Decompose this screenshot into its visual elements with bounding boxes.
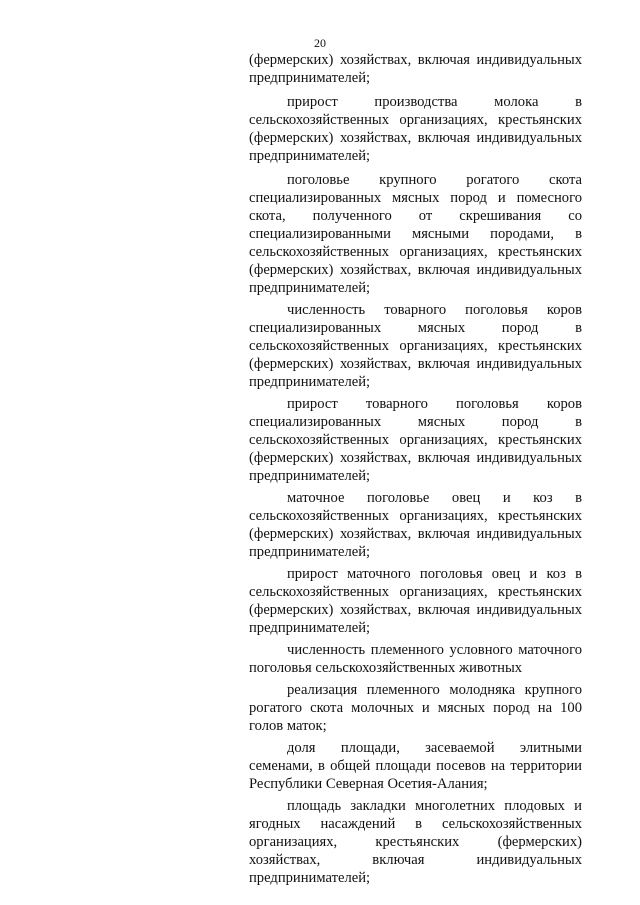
paragraph-beef-cows-count: численность товарного поголовья коров специализированных мясных пород в сельскохозяйственных организациях, крестьянских (фермерских) хозяйствах, включая индивидуальных предпринимателей; [249, 302, 582, 390]
paragraph-elite-seeds-share: доля площади, засеваемой элитными семенами, в общей площади посевов на территории Республики Северная Осетия-Алания; [249, 740, 582, 792]
paragraph-milk-production-growth: прирост производства молока в сельскохозяйственных организациях, крестьянских (фермерских) хозяйствах, включая индивидуальных предпринимателей; [249, 94, 582, 164]
paragraph-continuation: (фермерских) хозяйствах, включая индивидуальных предпринимателей; [249, 52, 582, 86]
paragraph-sheep-goats-stock: маточное поголовье овец и коз в сельскохозяйственных организациях, крестьянских (фермерских) хозяйствах, включая индивидуальных предпринимателей; [249, 490, 582, 560]
paragraph-beef-cattle-stock: поголовье крупного рогатого скота специализированных мясных пород и помесного скота, полученного от скрешивания со специализированными мясными породами, в сельскохозяйственных организациях, крестьянских (фермерских) хозяйствах, включая индивидуальных предпринимателей; [249, 172, 582, 296]
paragraph-orchards-planting: площадь закладки многолетних плодовых и ягодных насаждений в сельскохозяйственных организациях, крестьянских (фермерских) хозяйствах, включая индивидуальных предпринимателей; [249, 798, 582, 886]
paragraph-beef-cows-growth: прирост товарного поголовья коров специализированных мясных пород в сельскохозяйственных организациях, крестьянских (фермерских) хозяйствах, включая индивидуальных предпринимателей; [249, 396, 582, 484]
document-body [249, 51, 582, 887]
paragraph-sheep-goats-growth: прирост маточного поголовья овец и коз в сельскохозяйственных организациях, крестьянских (фермерских) хозяйствах, включая индивидуальных предпринимателей; [249, 566, 582, 636]
page-number: 20 [314, 36, 326, 50]
paragraph-breeding-livestock: численность племенного условного маточного поголовья сельскохозяйственных животных [249, 642, 582, 676]
paragraph-breeding-youngstock-sales: реализация племенного молодняка крупного рогатого скота молочных и мясных пород на 100 голов маток; [249, 682, 582, 734]
